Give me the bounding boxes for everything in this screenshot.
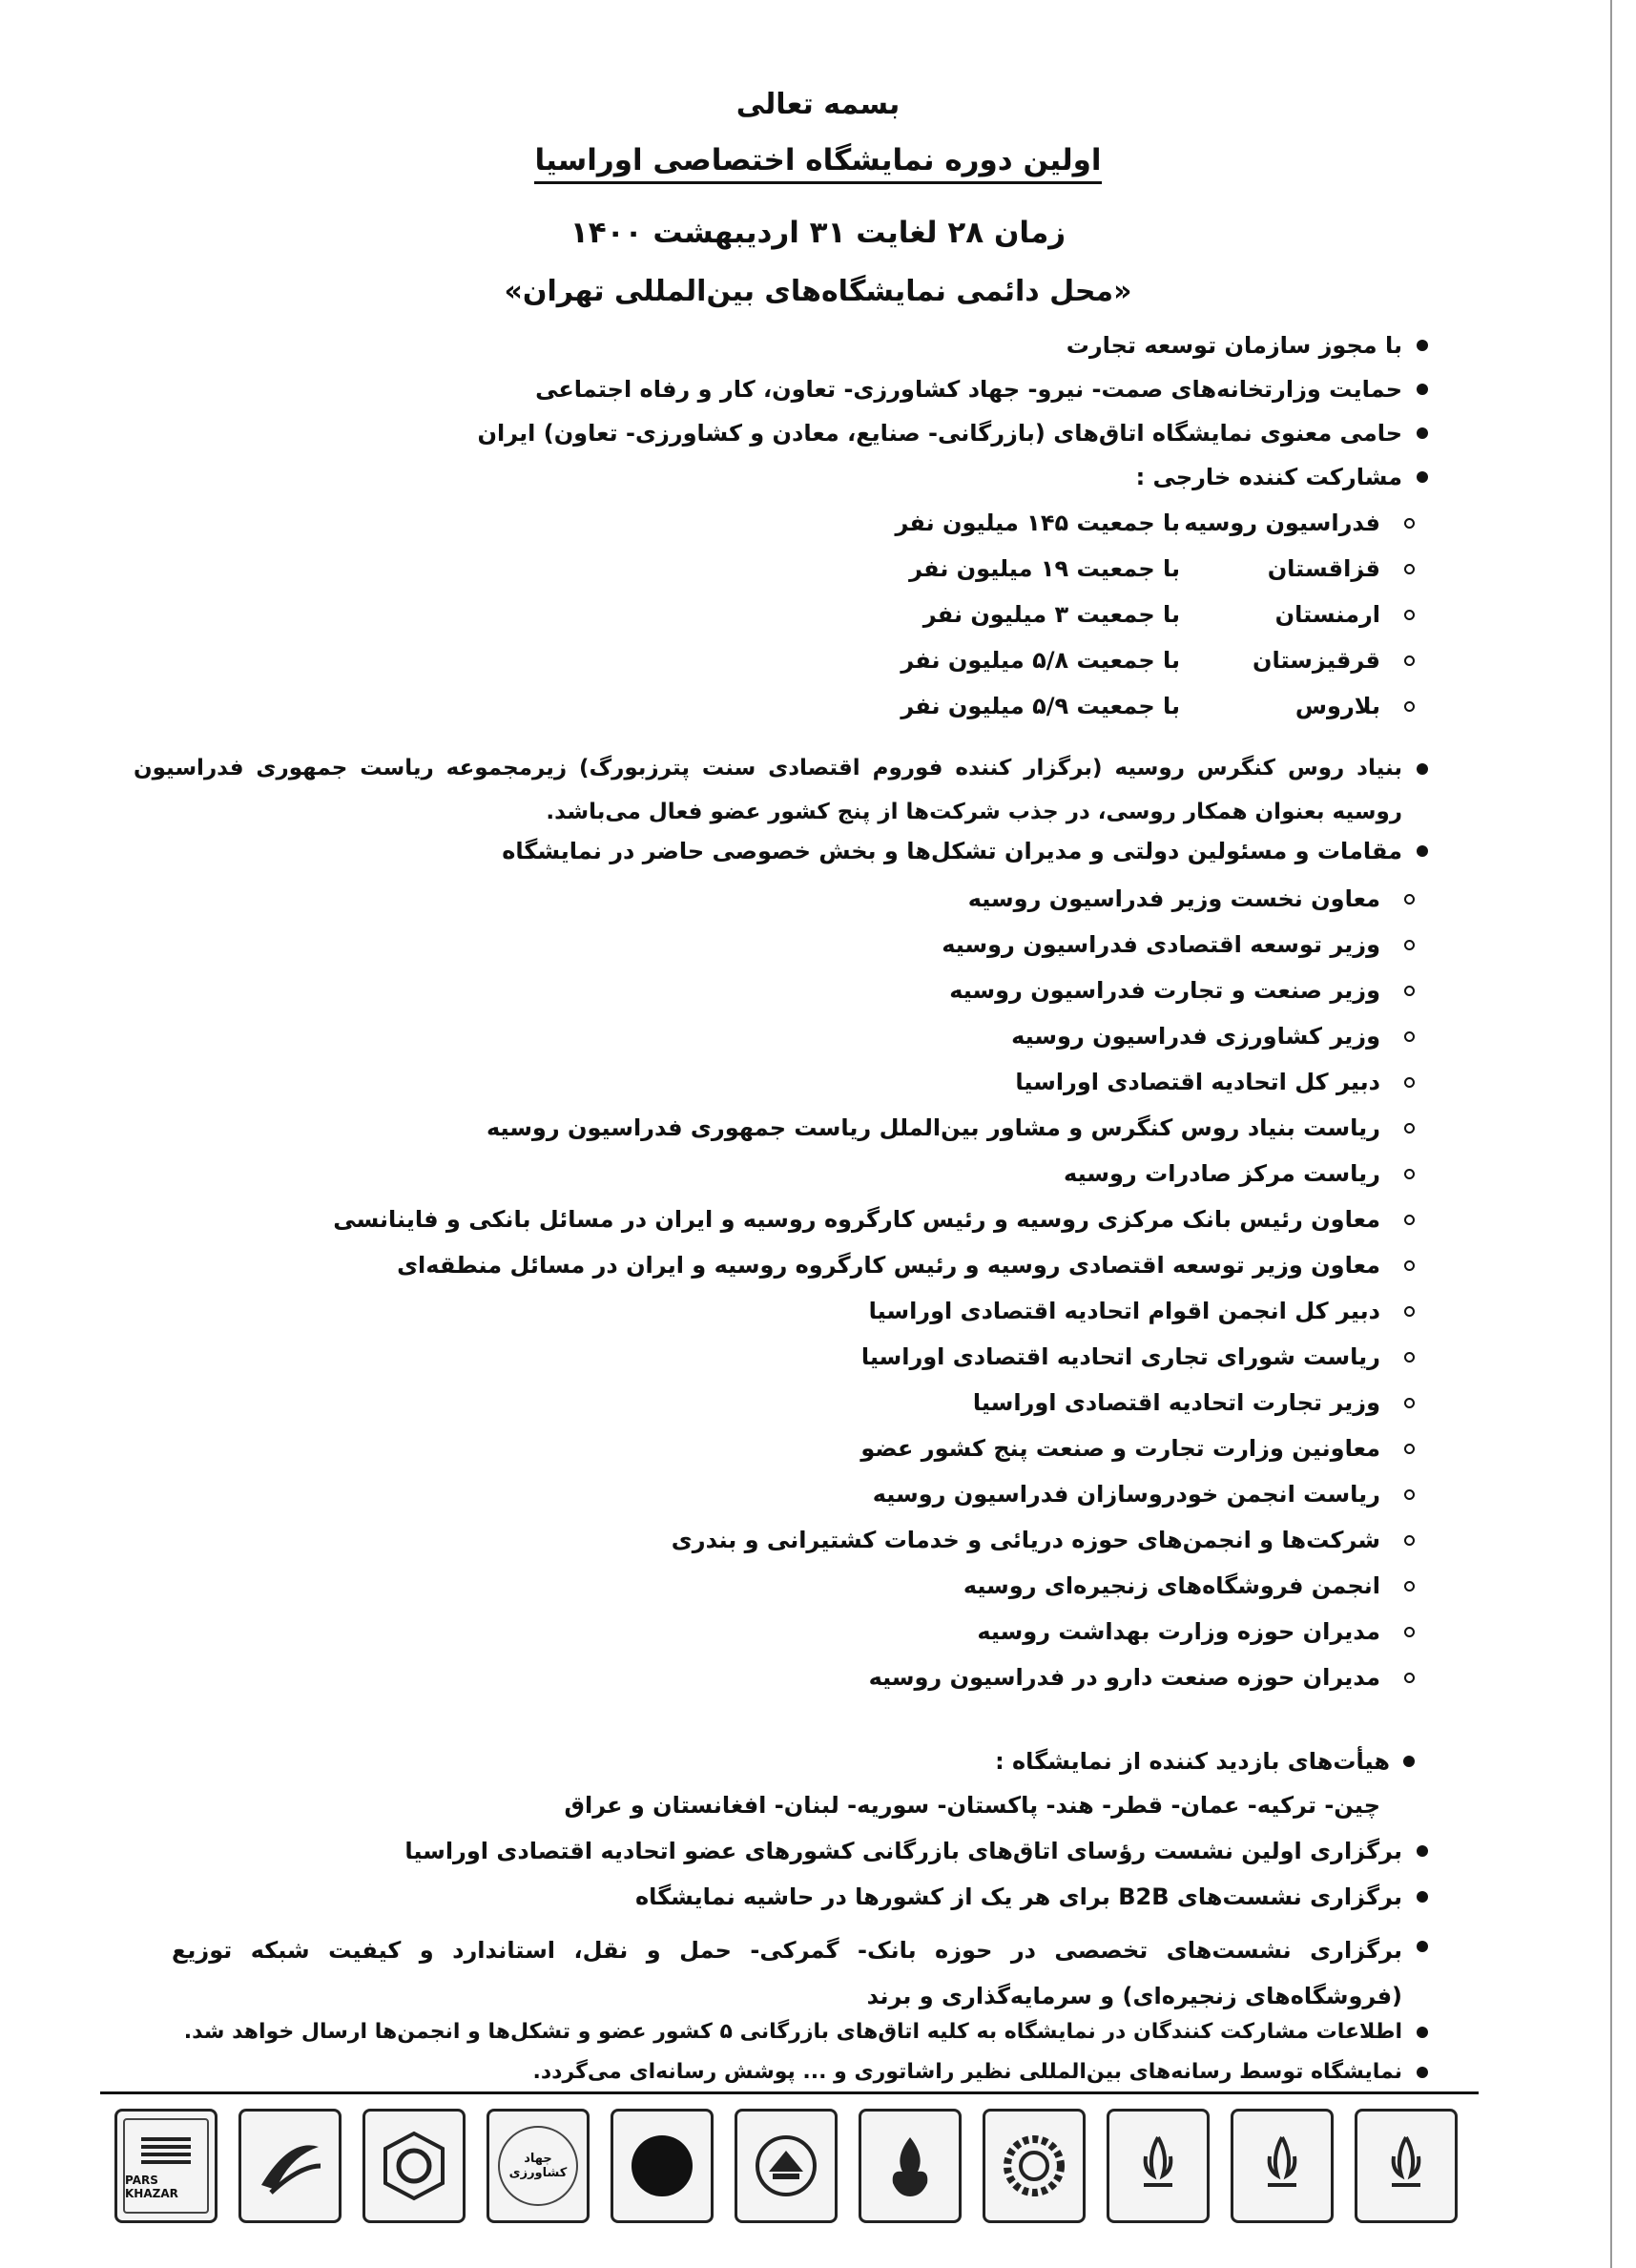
circle-bullet-icon <box>1404 518 1415 529</box>
country-row <box>846 691 1380 721</box>
exhibition-company-logo <box>238 2109 342 2223</box>
circle-bullet-icon <box>1404 1352 1415 1363</box>
footer-divider <box>100 2091 1479 2094</box>
chamber-commerce-logo <box>735 2109 838 2223</box>
official-item: وزیر کشاورزی فدراسیون روسیه <box>1011 1023 1380 1050</box>
country-population: با جمعیت ۱۴۵ میلیون نفر <box>895 510 1180 536</box>
official-item: شرکت‌ها و انجمن‌های حوزه دریائی و خدمات کشتیرانی و بندری <box>671 1527 1380 1553</box>
exhibition-title <box>0 143 1636 177</box>
circle-bullet-icon <box>1404 894 1415 905</box>
official-item: معاونین وزارت تجارت و صنعت پنج کشور عضو <box>860 1435 1380 1462</box>
list-item: حمایت وزارتخانه‌های صمت- نیرو- جهاد کشاورزی- تعاون، کار و رفاه اجتماعی <box>535 376 1402 403</box>
iran-emblem-logo <box>1355 2109 1458 2223</box>
circle-bullet-icon <box>1404 655 1415 666</box>
country-name: ارمنستان <box>1274 601 1380 628</box>
official-item: مدیران حوزه وزارت بهداشت روسیه <box>977 1618 1380 1645</box>
official-item: ریاست مرکز صادرات روسیه <box>1064 1160 1380 1187</box>
jahad-keshavarzi-text: جهاد کشاورزی <box>508 2152 568 2180</box>
roscongress-paragraph: بنیاد روس کنگرس روسیه (برگزار کننده فوروم اقتصادی سنت پترزبورگ) زیرمجموعه ریاست جمهوری فدراسیون روسیه بعنوان همکار روسی، در جذب شرکت‌ها از پنج کشور عضو فعال می‌باشد. <box>134 756 1402 824</box>
circle-bullet-icon <box>1404 610 1415 620</box>
pars-khazar-logo <box>114 2109 217 2223</box>
iran-emblem-icon <box>1373 2128 1439 2204</box>
official-item: مدیران حوزه صنعت دارو در فدراسیون روسیه <box>868 1664 1380 1691</box>
official-item: انجمن فروشگاه‌های زنجیره‌ای روسیه <box>963 1572 1380 1599</box>
circle-bullet-icon <box>1404 1398 1415 1408</box>
circle-bullet-icon <box>1404 564 1415 574</box>
country-name: بلاروس <box>1294 693 1380 719</box>
iran-emblem-icon <box>1249 2128 1315 2204</box>
bullet-icon <box>1417 384 1428 395</box>
gear-emblem-icon <box>996 2128 1072 2204</box>
chamber-emblem-icon <box>748 2128 824 2204</box>
bullet-icon <box>1417 763 1428 775</box>
circle-bullet-icon <box>1404 1673 1415 1683</box>
pars-khazar-icon <box>137 2132 195 2174</box>
industry-mine-logo <box>859 2109 962 2223</box>
circle-bullet-icon <box>1404 1077 1415 1088</box>
bullet-icon <box>1417 340 1428 351</box>
circle-bullet-icon <box>1404 1215 1415 1225</box>
circle-bullet-icon <box>1404 1444 1415 1454</box>
official-item: دبیر کل اتحادیه اقتصادی اوراسیا <box>1015 1069 1380 1095</box>
official-item: ریاست شورای تجاری اتحادیه اقتصادی اوراسیا <box>860 1343 1380 1370</box>
circle-bullet-icon <box>1404 1031 1415 1042</box>
invocation-heading: بسمه تعالی <box>735 88 901 121</box>
bullet-icon <box>1417 845 1428 857</box>
country-population: با جمعیت ۵/۹ میلیون نفر <box>901 693 1180 719</box>
scan-artifact-line <box>1610 0 1612 2268</box>
bullet-icon <box>1417 2067 1428 2078</box>
country-name: قرقیزستان <box>1253 647 1380 674</box>
country-row <box>846 599 1380 630</box>
country-row <box>846 508 1380 538</box>
list-item: برگزاری اولین نشست رؤسای اتاق‌های بازرگانی کشورهای عضو اتحادیه اقتصادی اوراسیا <box>404 1838 1402 1864</box>
circle-bullet-icon <box>1404 940 1415 950</box>
list-item: حامی معنوی نمایشگاه اتاق‌های (بازرگانی- صنایع، معادن و کشاورزی- تعاون) ایران <box>477 420 1402 447</box>
country-population: با جمعیت ۳ میلیون نفر <box>922 601 1180 628</box>
list-item: نمایشگاه توسط رسانه‌های بین‌المللی نظیر راشاتوری و ... پوشش رسانه‌ای می‌گردد. <box>532 2060 1402 2084</box>
official-item: وزیر تجارت اتحادیه اقتصادی اوراسیا <box>972 1389 1380 1416</box>
bullet-icon <box>1417 2027 1428 2038</box>
swoosh-icon <box>252 2128 328 2204</box>
pars-khazar-text: PARS KHAZAR <box>125 2174 178 2200</box>
delegations-intro: هیأت‌های بازدید کننده از نمایشگاه : <box>995 1748 1390 1775</box>
country-name: قزاقستان <box>1267 555 1380 582</box>
cooperative-emblem-icon <box>376 2128 452 2204</box>
sponsor-logos <box>114 2109 1469 2231</box>
circle-bullet-icon <box>1404 1489 1415 1500</box>
official-item: دبیر کل انجمن اقوام اتحادیه اقتصادی اوراسیا <box>868 1298 1380 1324</box>
official-item: ریاست بنیاد روس کنگرس و مشاور بین‌الملل ریاست جمهوری فدراسیون روسیه <box>486 1114 1380 1141</box>
cooperative-emblem-logo <box>362 2109 466 2223</box>
bullet-icon <box>1417 1941 1428 1952</box>
circle-bullet-icon <box>1404 701 1415 712</box>
bullet-icon <box>1417 1891 1428 1903</box>
circle-bullet-icon <box>1404 1123 1415 1134</box>
list-item: با مجوز سازمان توسعه تجارت <box>1066 332 1402 359</box>
official-item: ریاست انجمن خودروسازان فدراسیون روسیه <box>872 1481 1380 1508</box>
circle-bullet-icon <box>1404 1306 1415 1317</box>
iran-emblem-icon <box>1125 2128 1191 2204</box>
list-item: مشارکت کننده خارجی : <box>1135 464 1402 490</box>
official-item: وزیر صنعت و تجارت فدراسیون روسیه <box>949 977 1380 1004</box>
official-item: معاون رئیس بانک مرکزی روسیه و رئیس کارگروه روسیه و ایران در مسائل بانکی و فاینانسی <box>333 1206 1380 1233</box>
circle-bullet-icon <box>1404 986 1415 996</box>
dark-circle-emblem-logo <box>611 2109 714 2223</box>
circle-bullet-icon <box>1404 1169 1415 1179</box>
bullet-icon <box>1417 471 1428 483</box>
flame-emblem-icon <box>872 2128 948 2204</box>
circle-bullet-icon <box>1404 1260 1415 1271</box>
country-row <box>846 553 1380 584</box>
dark-circle-icon <box>622 2126 702 2206</box>
official-item: وزیر توسعه اقتصادی فدراسیون روسیه <box>942 931 1380 958</box>
bullet-icon <box>1403 1756 1415 1767</box>
country-population: با جمعیت ۵/۸ میلیون نفر <box>901 647 1180 674</box>
agriculture-ministry-logo <box>983 2109 1086 2223</box>
exhibition-date: زمان ۲۸ لغایت ۳۱ اردیبهشت ۱۴۰۰ <box>569 216 1067 250</box>
circle-bullet-icon <box>1404 1627 1415 1637</box>
official-item: معاون وزیر توسعه اقتصادی روسیه و رئیس کارگروه روسیه و ایران در مسائل منطقه‌ای <box>397 1252 1380 1279</box>
list-item: اطلاعات مشارکت کنندگان در نمایشگاه به کلیه اتاق‌های بازرگانی ۵ کشور عضو و تشکل‌ها و انجمن‌ها ارسال خواهد شد. <box>183 2020 1402 2044</box>
country-population: با جمعیت ۱۹ میلیون نفر <box>909 555 1180 582</box>
iran-emblem-logo <box>1107 2109 1210 2223</box>
list-item: برگزاری نشست‌های B2B برای هر یک از کشورها در حاشیه نمایشگاه <box>635 1883 1402 1910</box>
list-item: برگزاری نشست‌های تخصصی در حوزه بانک- گمرکی- حمل و نقل، استاندارد و کیفیت شبکه توزیع (فروشگاه‌های زنجیره‌ای) و سرمایه‌گذاری و برند <box>172 1937 1402 2009</box>
officials-intro: مقامات و مسئولین دولتی و مدیران تشکل‌ها و بخش خصوصی حاضر در نمایشگاه <box>502 838 1402 864</box>
bullet-icon <box>1417 427 1428 439</box>
bullet-icon <box>1417 1845 1428 1857</box>
circle-bullet-icon <box>1404 1581 1415 1592</box>
country-row <box>846 645 1380 676</box>
country-name: فدراسیون روسیه <box>1184 510 1380 536</box>
exhibition-venue: «محل دائمی نمایشگاه‌های بین‌المللی تهران» <box>504 275 1132 308</box>
official-item: معاون نخست وزیر فدراسیون روسیه <box>967 885 1380 912</box>
jahad-keshavarzi-logo <box>487 2109 590 2223</box>
exhibition-title-text: اولین دوره نمایشگاه اختصاصی اوراسیا <box>534 143 1101 184</box>
iran-emblem-logo <box>1231 2109 1334 2223</box>
delegations-list: چین- ترکیه- عمان- قطر- هند- پاکستان- سوریه- لبنان- افغانستان و عراق <box>564 1792 1380 1819</box>
circle-bullet-icon <box>1404 1535 1415 1546</box>
